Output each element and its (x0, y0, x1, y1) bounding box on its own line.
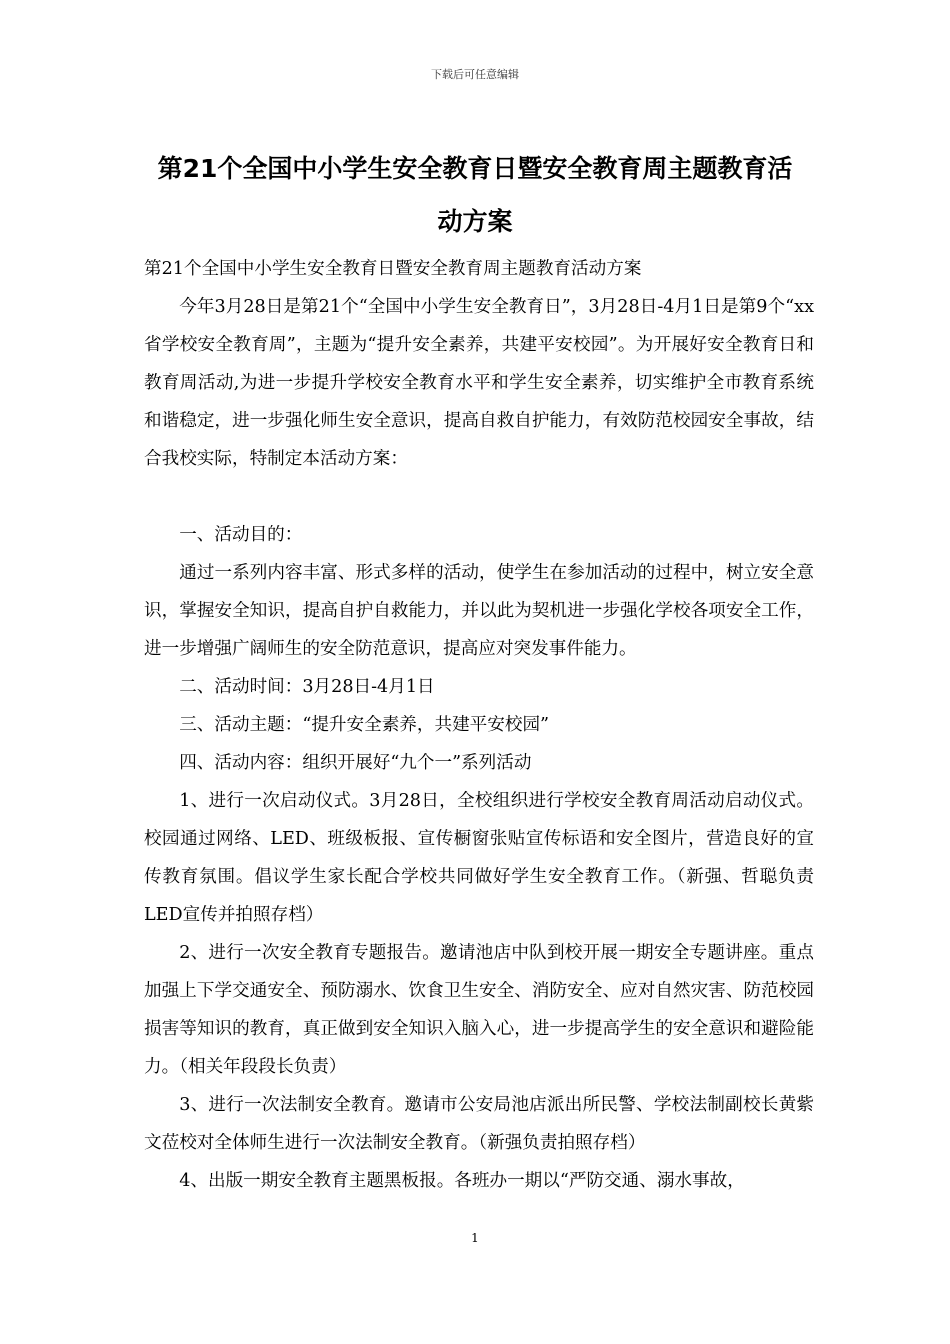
section-1-heading: 一、活动目的： (179, 525, 303, 545)
section-2: 二、活动时间：3月28日-4月1日 (179, 677, 435, 697)
header-note: 下载后可任意编辑 (431, 68, 519, 81)
section-3: 三、活动主题：“提升安全素养，共建平安校园” (179, 715, 550, 735)
document-title-line-1: 第21个全国中小学生安全教育日暨安全教育周主题教育活 (157, 154, 793, 183)
list-item-4: 4、出版一期安全教育主题黑板报。各班办一期以“严防交通、溺水事故， (179, 1171, 745, 1191)
paragraph-gap (144, 478, 814, 516)
section-1-text: 通过一系列内容丰富、形式多样的活动，使学生在参加活动的过程中，树立安全意识，掌握安全知识，提高自护自救能力，并以此为契机进一步强化学校各项安全工作，进一步增强广阔师生的安全防范意识，提高应对突发事件能力。 (144, 563, 814, 659)
page-number: 1 (471, 1231, 479, 1245)
document-body (144, 250, 814, 1200)
list-item-1: 1、进行一次启动仪式。3月28日，全校组织进行学校安全教育周活动启动仪式。校园通过网络、LED、班级板报、宣传橱窗张贴宣传标语和安全图片，营造良好的宣传教育氛围。倡议学生家长配合学校共同做好学生安全教育工作。（新强、哲聪负责LED宣传并拍照存档） (144, 791, 814, 925)
document-title-line-2: 动方案 (437, 207, 513, 236)
intro-paragraph: 今年3月28日是第21个“全国中小学生安全教育日”，3月28日-4月1日是第9个“xx省学校安全教育周”，主题为“提升安全素养，共建平安校园”。为开展好安全教育日和教育周活动,为进一步提升学校安全教育水平和学生安全素养，切实维护全市教育系统和谐稳定，进一步强化师生安全意识，提高自救自护能力，有效防范校园安全事故，结合我校实际，特制定本活动方案： (144, 297, 814, 469)
subtitle: 第21个全国中小学生安全教育日暨安全教育周主题教育活动方案 (144, 259, 642, 279)
section-4: 四、活动内容：组织开展好“九个一”系列活动 (179, 753, 532, 773)
list-item-3: 3、进行一次法制安全教育。邀请市公安局池店派出所民警、学校法制副校长黄紫文莅校对全体师生进行一次法制安全教育。（新强负责拍照存档） (144, 1095, 814, 1153)
list-item-2: 2、进行一次安全教育专题报告。邀请池店中队到校开展一期安全专题讲座。重点加强上下学交通安全、预防溺水、饮食卫生安全、消防安全、应对自然灾害、防范校园损害等知识的教育，真正做到安全知识入脑入心，进一步提高学生的安全意识和避险能力。（相关年段段长负责） (144, 943, 814, 1077)
